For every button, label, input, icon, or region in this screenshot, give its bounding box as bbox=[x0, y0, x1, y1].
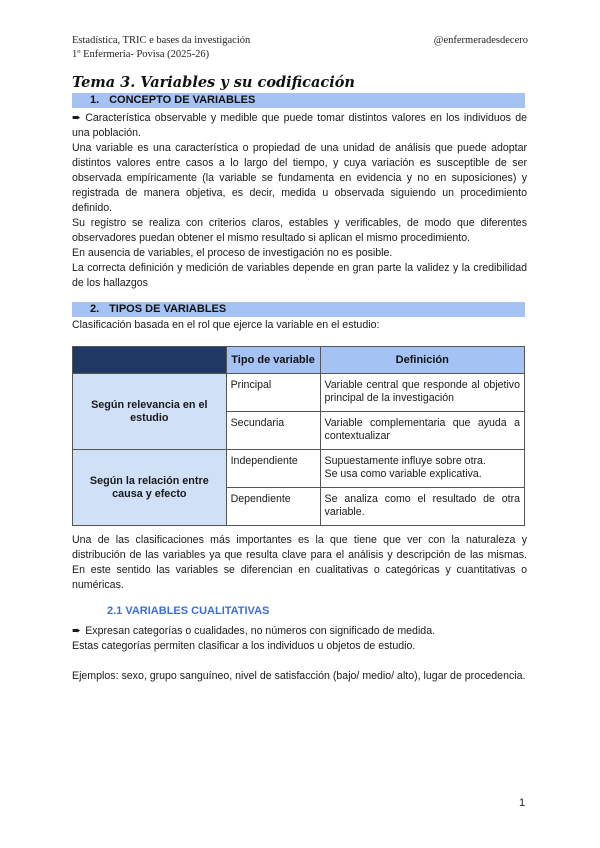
page-header bbox=[72, 34, 528, 62]
table-group-label: Según relevancia en el estudio bbox=[73, 374, 227, 450]
paragraph: Una variable es una característica o propiedad de una unidad de análisis que puede adoptar distintos valores entre casos a lo largo del tiempo, y cuya variación es susceptible de ser observada empíricamente (la variable se fundamenta en evidencia y no en suposiciones) y registrada de manera objetiva, es decir, medida u observada siguiendo un procedimiento definido. bbox=[72, 142, 527, 214]
definition-line: Supuestamente influye sobre otra. bbox=[324, 455, 486, 467]
subsection-body-cualitativas bbox=[72, 624, 527, 684]
variable-types-table bbox=[72, 346, 525, 526]
section-number: 1. bbox=[90, 94, 100, 106]
subsection-heading-cualitativas: 2.1 VARIABLES CUALITATIVAS bbox=[107, 605, 270, 617]
table-cell-definition bbox=[320, 450, 524, 488]
definition-line: Se usa como variable explicativa. bbox=[324, 468, 482, 480]
section-body-tipos bbox=[72, 533, 527, 593]
section-heading-tipos bbox=[72, 302, 525, 317]
table-cell-type: Secundaria bbox=[226, 412, 320, 450]
header-group: 1º Enfermería- Povisa (2025-26) bbox=[72, 49, 210, 60]
table-row bbox=[73, 450, 525, 488]
table-header-cell: Tipo de variable bbox=[226, 347, 320, 374]
table-cell-type: Dependiente bbox=[226, 488, 320, 526]
table-cell-definition: Se analiza como el resultado de otra variable. bbox=[320, 488, 524, 526]
arrow-icon: ➨ bbox=[72, 625, 82, 637]
table-header-cell: Definición bbox=[320, 347, 524, 374]
table-cell-definition: Variable complementaria que ayuda a contextualizar bbox=[320, 412, 524, 450]
section-intro bbox=[72, 318, 527, 333]
paragraph: Clasificación basada en el rol que ejerce la variable en el estudio: bbox=[72, 319, 380, 331]
table-group-label: Según la relación entre causa y efecto bbox=[73, 450, 227, 526]
page-number: 1 bbox=[519, 797, 526, 809]
table-cell-type: Independiente bbox=[226, 450, 320, 488]
paragraph: ➨ Característica observable y medible que puede tomar distintos valores en los individuos de una población. bbox=[72, 112, 527, 139]
paragraph: La correcta definición y medición de variables depende en gran parte la validez y la credibilidad de los hallazgos bbox=[72, 262, 527, 289]
arrow-icon: ➨ bbox=[72, 112, 82, 124]
paragraph: Su registro se realiza con criterios claros, estables y verificables, de modo que diferentes observadores puedan obtener el mismo resultado si aplican el mismo procedimiento. bbox=[72, 217, 527, 244]
paragraph: En ausencia de variables, el proceso de investigación no es posible. bbox=[72, 247, 393, 259]
section-body-concepto bbox=[72, 111, 527, 291]
section-title: TIPOS DE VARIABLES bbox=[109, 303, 227, 315]
paragraph: ➨ Expresan categorías o cualidades, no números con significado de medida. bbox=[72, 625, 436, 637]
paragraph-examples: Ejemplos: sexo, grupo sanguíneo, nivel de satisfacción (bajo/ medio/ alto), lugar de procedencia. bbox=[72, 670, 526, 682]
section-title: CONCEPTO DE VARIABLES bbox=[109, 94, 256, 106]
paragraph: Estas categorías permiten clasificar a los individuos u objetos de estudio. bbox=[72, 640, 416, 652]
section-number: 2. bbox=[90, 303, 100, 315]
table-row bbox=[73, 374, 525, 412]
table-cell-type: Principal bbox=[226, 374, 320, 412]
header-handle: @enfermeradesdecero bbox=[433, 35, 528, 46]
section-heading-concepto bbox=[72, 93, 525, 108]
table-header-row bbox=[73, 347, 525, 374]
table-cell-definition: Variable central que responde al objetivo principal de la investigación bbox=[320, 374, 524, 412]
page-title: Tema 3. Variables y su codificación bbox=[72, 74, 355, 91]
table-header-cell-empty bbox=[73, 347, 227, 374]
paragraph: Una de las clasificaciones más importantes es la que tiene que ver con la naturaleza y distribución de las variables ya que resulta clave para el análisis y descripción de las mismas. En este sentido las variables se diferencian en cualitativas o categóricas y cuantitativas o numéricas. bbox=[72, 534, 527, 591]
header-course: Estadística, TRIC e bases da investigación bbox=[72, 35, 251, 46]
